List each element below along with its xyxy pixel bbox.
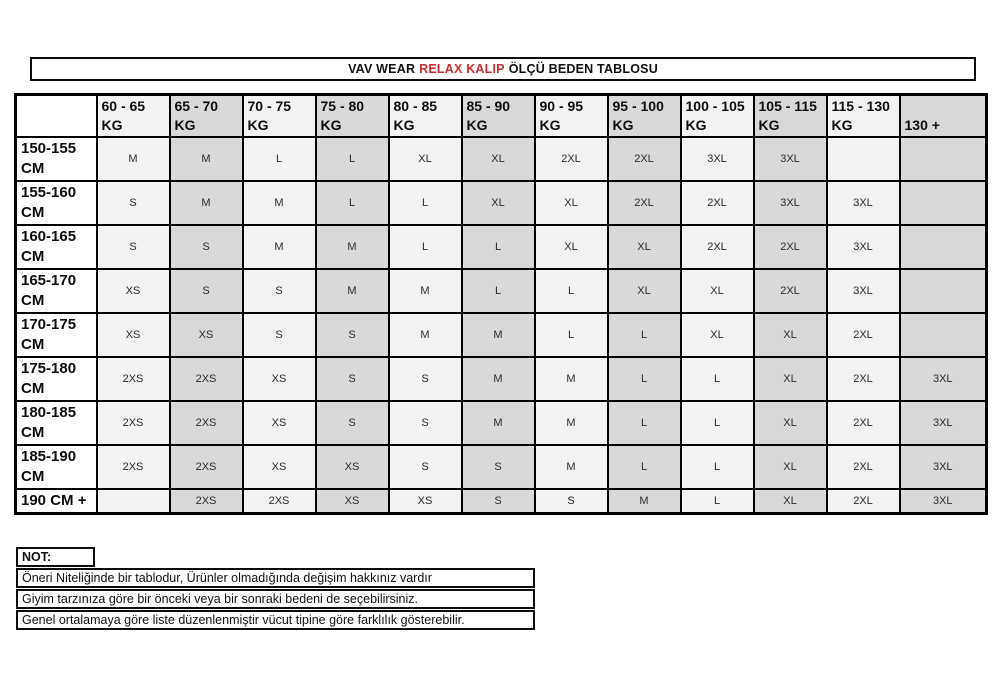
note-line: Giyim tarzınıza göre bir önceki veya bir sonraki bedeni de seçebilirsiniz. xyxy=(16,589,535,609)
size-cell: XS xyxy=(243,401,316,445)
size-cell: XL xyxy=(681,269,754,313)
size-cell: 2XL xyxy=(754,225,827,269)
size-cell: S xyxy=(243,313,316,357)
size-cell: XL xyxy=(681,313,754,357)
weight-header: 75 - 80 KG xyxy=(316,95,389,138)
size-cell: L xyxy=(462,225,535,269)
weight-header: 65 - 70 KG xyxy=(170,95,243,138)
size-cell xyxy=(900,137,987,181)
table-row xyxy=(16,269,987,313)
size-cell: XL xyxy=(754,401,827,445)
size-cell xyxy=(827,137,900,181)
size-cell: 2XL xyxy=(827,357,900,401)
size-table-body xyxy=(16,95,987,514)
size-cell: XL xyxy=(754,313,827,357)
size-cell: 3XL xyxy=(900,445,987,489)
size-cell: 2XL xyxy=(827,445,900,489)
size-cell: 3XL xyxy=(900,401,987,445)
size-cell: 3XL xyxy=(754,137,827,181)
weight-header: 130 + xyxy=(900,95,987,138)
table-row xyxy=(16,181,987,225)
height-header: 185-190 CM xyxy=(16,445,97,489)
size-cell: 2XL xyxy=(827,313,900,357)
size-cell: 2XS xyxy=(170,445,243,489)
size-cell: XS xyxy=(243,357,316,401)
size-cell: 2XS xyxy=(170,401,243,445)
size-cell: L xyxy=(681,489,754,514)
size-cell: 3XL xyxy=(754,181,827,225)
size-cell: XL xyxy=(462,181,535,225)
size-cell: 2XS xyxy=(97,445,170,489)
weight-header: 95 - 100 KG xyxy=(608,95,681,138)
size-cell: L xyxy=(389,225,462,269)
size-cell: M xyxy=(97,137,170,181)
height-header: 170-175 CM xyxy=(16,313,97,357)
size-cell: XL xyxy=(754,357,827,401)
size-cell: M xyxy=(170,137,243,181)
title-highlight: RELAX KALIP xyxy=(419,62,505,76)
size-cell: M xyxy=(462,401,535,445)
size-cell: L xyxy=(608,357,681,401)
table-row xyxy=(16,357,987,401)
height-header: 175-180 CM xyxy=(16,357,97,401)
size-cell: 3XL xyxy=(900,357,987,401)
table-row xyxy=(16,137,987,181)
size-cell: M xyxy=(462,357,535,401)
size-cell: S xyxy=(462,489,535,514)
size-cell: S xyxy=(389,445,462,489)
size-cell: 2XL xyxy=(681,181,754,225)
size-cell: L xyxy=(608,401,681,445)
size-cell: XS xyxy=(97,313,170,357)
size-cell: L xyxy=(316,137,389,181)
size-cell: 2XL xyxy=(608,181,681,225)
weight-header: 90 - 95 KG xyxy=(535,95,608,138)
size-cell: 2XL xyxy=(681,225,754,269)
size-cell: S xyxy=(243,269,316,313)
size-cell: 2XL xyxy=(608,137,681,181)
height-header: 155-160 CM xyxy=(16,181,97,225)
size-cell: S xyxy=(389,357,462,401)
size-cell: 3XL xyxy=(681,137,754,181)
size-cell: L xyxy=(462,269,535,313)
size-cell: 2XS xyxy=(170,489,243,514)
weight-header: 100 - 105 KG xyxy=(681,95,754,138)
size-cell: M xyxy=(243,225,316,269)
size-table xyxy=(14,93,988,515)
size-cell: XL xyxy=(535,225,608,269)
size-cell: XL xyxy=(608,269,681,313)
size-cell: 3XL xyxy=(827,269,900,313)
size-cell: M xyxy=(608,489,681,514)
height-header: 165-170 CM xyxy=(16,269,97,313)
size-cell: S xyxy=(316,401,389,445)
table-row xyxy=(16,445,987,489)
size-cell: XS xyxy=(170,313,243,357)
size-cell: L xyxy=(316,181,389,225)
size-cell: S xyxy=(316,313,389,357)
note-line: Genel ortalamaya göre liste düzenlenmiştir vücut tipine göre farklılık gösterebilir. xyxy=(16,610,535,630)
height-header: 190 CM + xyxy=(16,489,97,514)
height-header: 180-185 CM xyxy=(16,401,97,445)
weight-header: 70 - 75 KG xyxy=(243,95,316,138)
weight-header: 80 - 85 KG xyxy=(389,95,462,138)
size-cell: XS xyxy=(389,489,462,514)
size-cell: XL xyxy=(389,137,462,181)
weight-header: 85 - 90 KG xyxy=(462,95,535,138)
size-cell: M xyxy=(462,313,535,357)
size-cell xyxy=(900,181,987,225)
table-title xyxy=(30,57,976,81)
size-cell: M xyxy=(316,225,389,269)
height-header: 160-165 CM xyxy=(16,225,97,269)
size-cell: XL xyxy=(535,181,608,225)
table-row xyxy=(16,489,987,514)
size-cell xyxy=(900,269,987,313)
size-cell: 2XL xyxy=(827,401,900,445)
size-cell: M xyxy=(243,181,316,225)
size-cell: 2XS xyxy=(97,401,170,445)
notes-label: NOT: xyxy=(16,547,95,567)
size-cell: S xyxy=(389,401,462,445)
size-cell: 2XL xyxy=(754,269,827,313)
size-cell: S xyxy=(462,445,535,489)
size-cell: M xyxy=(535,357,608,401)
size-cell: 2XS xyxy=(243,489,316,514)
size-cell: 3XL xyxy=(827,225,900,269)
size-cell: XL xyxy=(608,225,681,269)
height-header: 150-155 CM xyxy=(16,137,97,181)
size-cell: L xyxy=(681,401,754,445)
weight-header: 60 - 65 KG xyxy=(97,95,170,138)
weight-header: 115 - 130 KG xyxy=(827,95,900,138)
weight-header: 105 - 115 KG xyxy=(754,95,827,138)
size-cell: XL xyxy=(754,445,827,489)
size-cell: S xyxy=(316,357,389,401)
title-suffix: ÖLÇÜ BEDEN TABLOSU xyxy=(508,62,658,76)
corner-cell xyxy=(16,95,97,138)
size-cell: L xyxy=(243,137,316,181)
size-cell: L xyxy=(389,181,462,225)
title-prefix: VAV WEAR xyxy=(348,62,416,76)
size-cell: M xyxy=(316,269,389,313)
size-cell: XS xyxy=(316,489,389,514)
size-cell: S xyxy=(97,181,170,225)
size-cell xyxy=(97,489,170,514)
size-cell: M xyxy=(170,181,243,225)
size-cell: L xyxy=(608,313,681,357)
size-cell: 2XL xyxy=(535,137,608,181)
size-cell: M xyxy=(389,269,462,313)
size-cell: L xyxy=(681,357,754,401)
size-cell: L xyxy=(535,269,608,313)
note-line: Öneri Niteliğinde bir tablodur, Ürünler olmadığında değişim hakkınız vardır xyxy=(16,568,535,588)
size-cell: M xyxy=(535,445,608,489)
size-cell: 2XS xyxy=(97,357,170,401)
size-cell: 3XL xyxy=(900,489,987,514)
size-cell: S xyxy=(170,269,243,313)
size-cell: L xyxy=(535,313,608,357)
size-cell: 2XL xyxy=(827,489,900,514)
size-cell: S xyxy=(97,225,170,269)
size-cell: S xyxy=(170,225,243,269)
size-cell: S xyxy=(535,489,608,514)
size-cell: XS xyxy=(243,445,316,489)
size-cell: M xyxy=(535,401,608,445)
size-cell xyxy=(900,313,987,357)
size-cell: XL xyxy=(754,489,827,514)
table-row xyxy=(16,225,987,269)
size-cell: XS xyxy=(316,445,389,489)
size-cell xyxy=(900,225,987,269)
size-cell: 2XS xyxy=(170,357,243,401)
size-cell: XL xyxy=(462,137,535,181)
table-row xyxy=(16,313,987,357)
size-cell: M xyxy=(389,313,462,357)
table-row xyxy=(16,401,987,445)
size-cell: L xyxy=(681,445,754,489)
size-cell: XS xyxy=(97,269,170,313)
size-cell: 3XL xyxy=(827,181,900,225)
size-cell: L xyxy=(608,445,681,489)
